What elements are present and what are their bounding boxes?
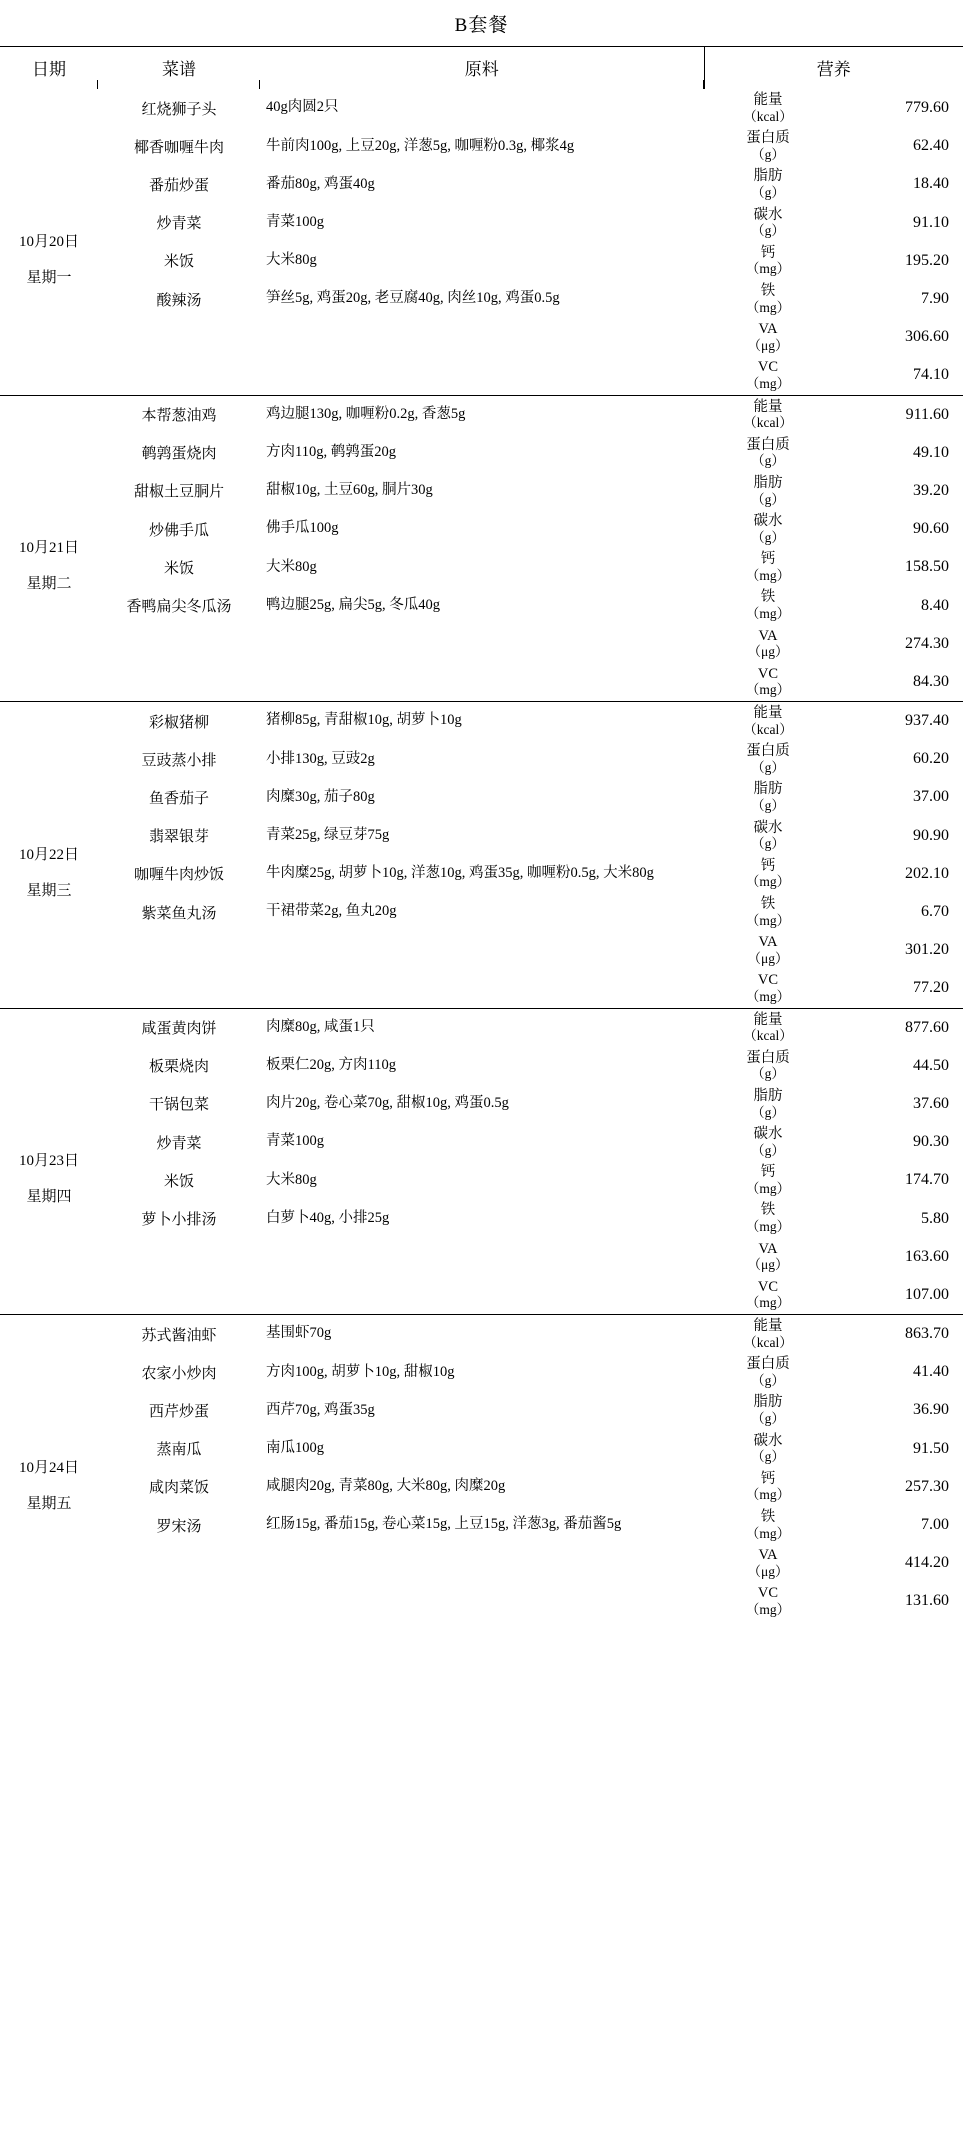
table-row bbox=[0, 472, 963, 510]
dish-name-empty bbox=[98, 1582, 260, 1620]
table-row bbox=[0, 1391, 963, 1429]
nutrition-value: 863.70 bbox=[832, 1315, 963, 1354]
dish-name-empty bbox=[98, 931, 260, 969]
nutrition-label: 脂肪 （g） bbox=[751, 1087, 785, 1120]
ingredients: 咸腿肉20g, 青菜80g, 大米80g, 肉糜20g bbox=[266, 1478, 506, 1495]
table-row bbox=[0, 855, 963, 893]
nutrition-value: 174.70 bbox=[905, 1171, 949, 1189]
dish-name: 炒佛手瓜 bbox=[148, 522, 209, 539]
ingredients-empty bbox=[260, 1238, 704, 1276]
ingredients: 大米80g bbox=[266, 252, 317, 269]
nutrition-label: 蛋白质 （g） bbox=[746, 743, 790, 775]
nutrition-label: 蛋白质 （g） bbox=[746, 436, 790, 469]
ingredients: 番茄80g, 鸡蛋40g bbox=[266, 175, 375, 192]
dish-name-empty bbox=[98, 1544, 260, 1582]
table-row bbox=[0, 1238, 963, 1276]
nutrition-value: 301.20 bbox=[905, 941, 949, 959]
dish-name: 香鸭扁尖冬瓜汤 bbox=[126, 599, 232, 616]
table-header bbox=[0, 47, 963, 89]
nutrition-value: 84.30 bbox=[913, 672, 949, 690]
table-row bbox=[0, 318, 963, 356]
ingredients: 方肉100g, 胡萝卜10g, 甜椒10g bbox=[266, 1363, 455, 1380]
ingredients: 40g肉圆2只 bbox=[266, 99, 339, 116]
dish-name: 甜椒土豆胴片 bbox=[133, 484, 224, 501]
dish-name: 米饭 bbox=[163, 1173, 194, 1190]
nutrition-label: 能量 （kcal） bbox=[704, 702, 832, 741]
nutrition-value: 37.60 bbox=[913, 1094, 949, 1112]
nutrition-label: 蛋白质 （g） bbox=[746, 130, 790, 162]
date-label: 10月22日 bbox=[18, 846, 79, 863]
dish-name: 翡翠银芽 bbox=[148, 829, 209, 846]
dish-name: 西芹炒蛋 bbox=[148, 1403, 209, 1420]
table-row bbox=[0, 1353, 963, 1391]
dish-name: 罗宋汤 bbox=[156, 1518, 202, 1535]
nutrition-value: 91.50 bbox=[913, 1439, 949, 1457]
nutrition-value: 202.10 bbox=[905, 864, 949, 882]
date-label: 10月24日 bbox=[18, 1459, 79, 1476]
ingredients: 猪柳85g, 青甜椒10g, 胡萝卜10g bbox=[260, 702, 704, 741]
dish-name: 紫菜鱼丸汤 bbox=[141, 905, 217, 922]
ingredients: 鸡边腿130g, 咖喱粉0.2g, 香葱5g bbox=[260, 395, 704, 434]
ingredients: 大米80g bbox=[266, 558, 317, 575]
table-row bbox=[0, 1430, 963, 1468]
ingredients: 红肠15g, 番茄15g, 卷心菜15g, 上豆15g, 洋葱3g, 番茄酱5g bbox=[266, 1516, 622, 1533]
ingredients: 牛肉糜25g, 胡萝卜10g, 洋葱10g, 鸡蛋35g, 咖喱粉0.5g, 大米80g bbox=[266, 865, 654, 882]
dish-name: 番茄炒蛋 bbox=[148, 177, 209, 194]
ingredients-empty bbox=[260, 1276, 704, 1315]
ingredients: 白萝卜40g, 小排25g bbox=[266, 1209, 390, 1226]
dish-name: 苏式酱油虾 bbox=[98, 1315, 260, 1354]
nutrition-value: 49.10 bbox=[913, 443, 949, 461]
nutrition-value: 37.00 bbox=[913, 788, 949, 806]
nutrition-label: 铁 （mg） bbox=[745, 589, 791, 622]
nutrition-label: 钙 （mg） bbox=[745, 857, 791, 890]
nutrition-label: 钙 （mg） bbox=[745, 244, 791, 277]
nutrition-value: 36.90 bbox=[913, 1401, 949, 1419]
nutrition-label: 能量 （kcal） bbox=[704, 395, 832, 434]
table-row bbox=[0, 1582, 963, 1620]
ingredients: 甜椒10g, 土豆60g, 胴片30g bbox=[266, 482, 433, 499]
dish-name: 板栗烧肉 bbox=[148, 1059, 209, 1076]
ingredients-empty bbox=[260, 1544, 704, 1582]
weekday-label: 星期二 bbox=[26, 576, 72, 593]
ingredients: 青菜100g bbox=[266, 1133, 324, 1150]
date-label: 10月21日 bbox=[18, 540, 79, 557]
nutrition-value: 5.80 bbox=[921, 1209, 949, 1227]
table-row bbox=[0, 434, 963, 472]
ingredients-empty bbox=[260, 318, 704, 356]
nutrition-label: 能量 （kcal） bbox=[704, 1008, 832, 1047]
ingredients-empty bbox=[260, 356, 704, 395]
ingredients-empty bbox=[260, 969, 704, 1008]
nutrition-label: VA （μg） bbox=[747, 321, 789, 353]
ingredients: 板栗仁20g, 方肉110g bbox=[266, 1057, 396, 1073]
nutrition-value: 195.20 bbox=[905, 251, 949, 269]
nutrition-value: 937.40 bbox=[832, 702, 963, 741]
table-row bbox=[0, 1008, 963, 1047]
ingredients: 方肉110g, 鹌鹑蛋20g bbox=[266, 444, 396, 460]
nutrition-value: 91.10 bbox=[913, 213, 949, 231]
nutrition-value: 414.20 bbox=[905, 1554, 949, 1572]
nutrition-value: 90.30 bbox=[913, 1133, 949, 1151]
dish-name: 本帮葱油鸡 bbox=[98, 395, 260, 434]
nutrition-value: 90.60 bbox=[913, 520, 949, 538]
menu-table bbox=[0, 47, 963, 1621]
nutrition-value: 7.90 bbox=[921, 290, 949, 308]
nutrition-label: 蛋白质 （g） bbox=[746, 1049, 790, 1082]
ingredients: 干裙带菜2g, 鱼丸20g bbox=[266, 903, 397, 920]
dish-name: 酸辣汤 bbox=[156, 292, 202, 309]
nutrition-label: VC （mg） bbox=[745, 665, 791, 698]
table-row bbox=[0, 586, 963, 624]
dish-name-empty bbox=[98, 1238, 260, 1276]
nutrition-label: 能量 （kcal） bbox=[743, 92, 793, 124]
dish-name-empty bbox=[98, 318, 260, 356]
ingredients: 青菜100g bbox=[266, 213, 324, 230]
dish-name: 炒青菜 bbox=[156, 1135, 202, 1152]
table-row bbox=[0, 663, 963, 702]
date-cell bbox=[0, 1008, 98, 1315]
weekday-label: 星期四 bbox=[26, 1189, 72, 1206]
table-row bbox=[0, 702, 963, 741]
nutrition-value: 107.00 bbox=[905, 1285, 949, 1303]
nutrition-value: 274.30 bbox=[905, 634, 949, 652]
page-title: B套餐 bbox=[0, 0, 963, 47]
table-row bbox=[0, 1544, 963, 1582]
dish-name: 米饭 bbox=[163, 254, 194, 271]
nutrition-label: 铁 （mg） bbox=[745, 1202, 791, 1235]
date-cell bbox=[0, 89, 98, 395]
weekday-label: 星期五 bbox=[26, 1495, 72, 1512]
ingredients: 青菜25g, 绿豆芽75g bbox=[266, 826, 390, 843]
nutrition-value: 911.60 bbox=[832, 395, 963, 434]
nutrition-label: 碳水 （g） bbox=[751, 206, 785, 239]
nutrition-label: VA （μg） bbox=[747, 627, 789, 660]
nutrition-value: 8.40 bbox=[921, 596, 949, 614]
nutrition-label: 碳水 （g） bbox=[751, 819, 785, 852]
table-row bbox=[0, 1047, 963, 1085]
dish-name: 红烧狮子头 bbox=[141, 101, 217, 118]
ingredients: 肉片20g, 卷心菜70g, 甜椒10g, 鸡蛋0.5g bbox=[266, 1095, 509, 1112]
nutrition-value: 62.40 bbox=[913, 137, 949, 155]
date-cell bbox=[0, 702, 98, 1009]
nutrition-label: 铁 （mg） bbox=[745, 282, 791, 315]
table-row bbox=[0, 1123, 963, 1161]
table-row bbox=[0, 1506, 963, 1544]
table-row bbox=[0, 1085, 963, 1123]
nutrition-label: 蛋白质 （g） bbox=[746, 1356, 790, 1388]
table-row bbox=[0, 740, 963, 778]
ingredients-empty bbox=[260, 1582, 704, 1620]
table-row bbox=[0, 893, 963, 931]
ingredients: 大米80g bbox=[266, 1171, 317, 1188]
nutrition-label: 钙 （mg） bbox=[745, 1470, 791, 1503]
table-row bbox=[0, 356, 963, 395]
dish-name: 椰香咖喱牛肉 bbox=[133, 139, 224, 156]
ingredients-empty bbox=[260, 663, 704, 702]
table-row bbox=[0, 89, 963, 127]
nutrition-label: 钙 （mg） bbox=[745, 551, 791, 583]
dish-name-empty bbox=[98, 1276, 260, 1315]
ingredients: 南瓜100g bbox=[266, 1439, 324, 1456]
nutrition-label: 脂肪 （g） bbox=[751, 474, 785, 507]
ingredients: 肉糜30g, 茄子80g bbox=[266, 788, 375, 805]
nutrition-label: VC （mg） bbox=[745, 1585, 791, 1617]
nutrition-label: 脂肪 （g） bbox=[751, 168, 785, 201]
ingredients-empty bbox=[260, 625, 704, 663]
nutrition-value: 6.70 bbox=[921, 903, 949, 921]
nutrition-label: 铁 （mg） bbox=[745, 895, 791, 928]
nutrition-value: 877.60 bbox=[832, 1008, 963, 1047]
nutrition-label: VC （mg） bbox=[745, 972, 791, 1004]
column-header-dish: 菜谱 bbox=[98, 47, 260, 89]
nutrition-value: 779.60 bbox=[905, 99, 949, 117]
nutrition-label: 脂肪 （g） bbox=[751, 781, 785, 814]
table-row bbox=[0, 242, 963, 280]
ingredients: 佛手瓜100g bbox=[266, 520, 339, 537]
nutrition-label: VA （μg） bbox=[747, 1547, 789, 1579]
dish-name: 鹌鹑蛋烧肉 bbox=[141, 446, 217, 463]
dish-name: 炒青菜 bbox=[156, 216, 202, 233]
nutrition-value: 74.10 bbox=[913, 366, 949, 384]
table-row bbox=[0, 510, 963, 548]
date-cell bbox=[0, 1315, 98, 1621]
dish-name: 咸肉菜饭 bbox=[148, 1480, 209, 1497]
nutrition-label: 碳水 （g） bbox=[751, 1126, 785, 1158]
dish-name: 干锅包菜 bbox=[148, 1097, 209, 1114]
nutrition-value: 41.40 bbox=[913, 1363, 949, 1381]
dish-name: 豆豉蒸小排 bbox=[141, 752, 217, 769]
column-header-date: 日期 bbox=[0, 47, 98, 89]
nutrition-label: VC （mg） bbox=[745, 1278, 791, 1311]
ingredients-empty bbox=[260, 931, 704, 969]
dish-name: 米饭 bbox=[163, 560, 194, 577]
nutrition-value: 7.00 bbox=[921, 1516, 949, 1534]
table-body bbox=[0, 89, 963, 1621]
column-header-nutrition: 营养 bbox=[704, 47, 963, 89]
table-row bbox=[0, 817, 963, 855]
ingredients: 小排130g, 豆豉2g bbox=[266, 750, 375, 767]
nutrition-value: 18.40 bbox=[913, 175, 949, 193]
ingredients: 肉糜80g, 咸蛋1只 bbox=[260, 1008, 704, 1047]
weekday-label: 星期一 bbox=[26, 269, 72, 286]
ingredients: 西芹70g, 鸡蛋35g bbox=[266, 1401, 375, 1418]
ingredients: 笋丝5g, 鸡蛋20g, 老豆腐40g, 肉丝10g, 鸡蛋0.5g bbox=[266, 290, 560, 307]
table-row bbox=[0, 969, 963, 1008]
dish-name: 彩椒猪柳 bbox=[98, 702, 260, 741]
ingredients: 牛前肉100g, 上豆20g, 洋葱5g, 咖喱粉0.3g, 椰浆4g bbox=[266, 137, 575, 154]
table-row bbox=[0, 204, 963, 242]
dish-name-empty bbox=[98, 625, 260, 663]
table-row bbox=[0, 395, 963, 434]
nutrition-value: 131.60 bbox=[905, 1592, 949, 1610]
table-row bbox=[0, 548, 963, 586]
nutrition-value: 60.20 bbox=[913, 750, 949, 768]
nutrition-label: VA （μg） bbox=[747, 934, 789, 966]
nutrition-label: VA （μg） bbox=[747, 1240, 789, 1273]
ingredients: 基围虾70g bbox=[260, 1315, 704, 1354]
table-row bbox=[0, 1276, 963, 1315]
nutrition-label: VC （mg） bbox=[745, 359, 791, 391]
nutrition-label: 碳水 （g） bbox=[751, 513, 785, 545]
ingredients: 鸭边腿25g, 扁尖5g, 冬瓜40g bbox=[266, 596, 440, 613]
nutrition-value: 90.90 bbox=[913, 826, 949, 844]
dish-name: 农家小炒肉 bbox=[141, 1365, 217, 1382]
nutrition-label: 铁 （mg） bbox=[745, 1508, 791, 1541]
nutrition-label: 脂肪 （g） bbox=[751, 1394, 785, 1427]
date-label: 10月20日 bbox=[18, 233, 79, 250]
dish-name: 鱼香茄子 bbox=[148, 790, 209, 807]
dish-name: 咸蛋黄肉饼 bbox=[98, 1008, 260, 1047]
nutrition-value: 306.60 bbox=[905, 328, 949, 346]
dish-name-empty bbox=[98, 969, 260, 1008]
table-row bbox=[0, 778, 963, 816]
dish-name-empty bbox=[98, 356, 260, 395]
dish-name: 萝卜小排汤 bbox=[141, 1212, 217, 1229]
weekday-label: 星期三 bbox=[26, 882, 72, 899]
nutrition-label: 钙 （mg） bbox=[745, 1164, 791, 1196]
dish-name-empty bbox=[98, 663, 260, 702]
table-row bbox=[0, 1468, 963, 1506]
nutrition-label: 能量 （kcal） bbox=[704, 1315, 832, 1354]
table-row bbox=[0, 1161, 963, 1199]
dish-name: 咖喱牛肉炒饭 bbox=[133, 867, 224, 884]
column-header-ingredients: 原料 bbox=[260, 47, 704, 89]
nutrition-value: 257.30 bbox=[905, 1477, 949, 1495]
table-row bbox=[0, 625, 963, 663]
nutrition-value: 163.60 bbox=[905, 1247, 949, 1265]
table-row bbox=[0, 127, 963, 165]
date-cell bbox=[0, 395, 98, 702]
date-label: 10月23日 bbox=[18, 1153, 79, 1170]
nutrition-label: 碳水 （g） bbox=[751, 1432, 785, 1465]
nutrition-value: 44.50 bbox=[913, 1056, 949, 1074]
nutrition-value: 158.50 bbox=[905, 558, 949, 576]
table-row bbox=[0, 1315, 963, 1354]
dish-name: 蒸南瓜 bbox=[156, 1442, 202, 1459]
nutrition-value: 39.20 bbox=[913, 481, 949, 499]
table-row bbox=[0, 931, 963, 969]
table-row bbox=[0, 1199, 963, 1237]
nutrition-value: 77.20 bbox=[913, 979, 949, 997]
table-row bbox=[0, 280, 963, 318]
table-row bbox=[0, 165, 963, 203]
